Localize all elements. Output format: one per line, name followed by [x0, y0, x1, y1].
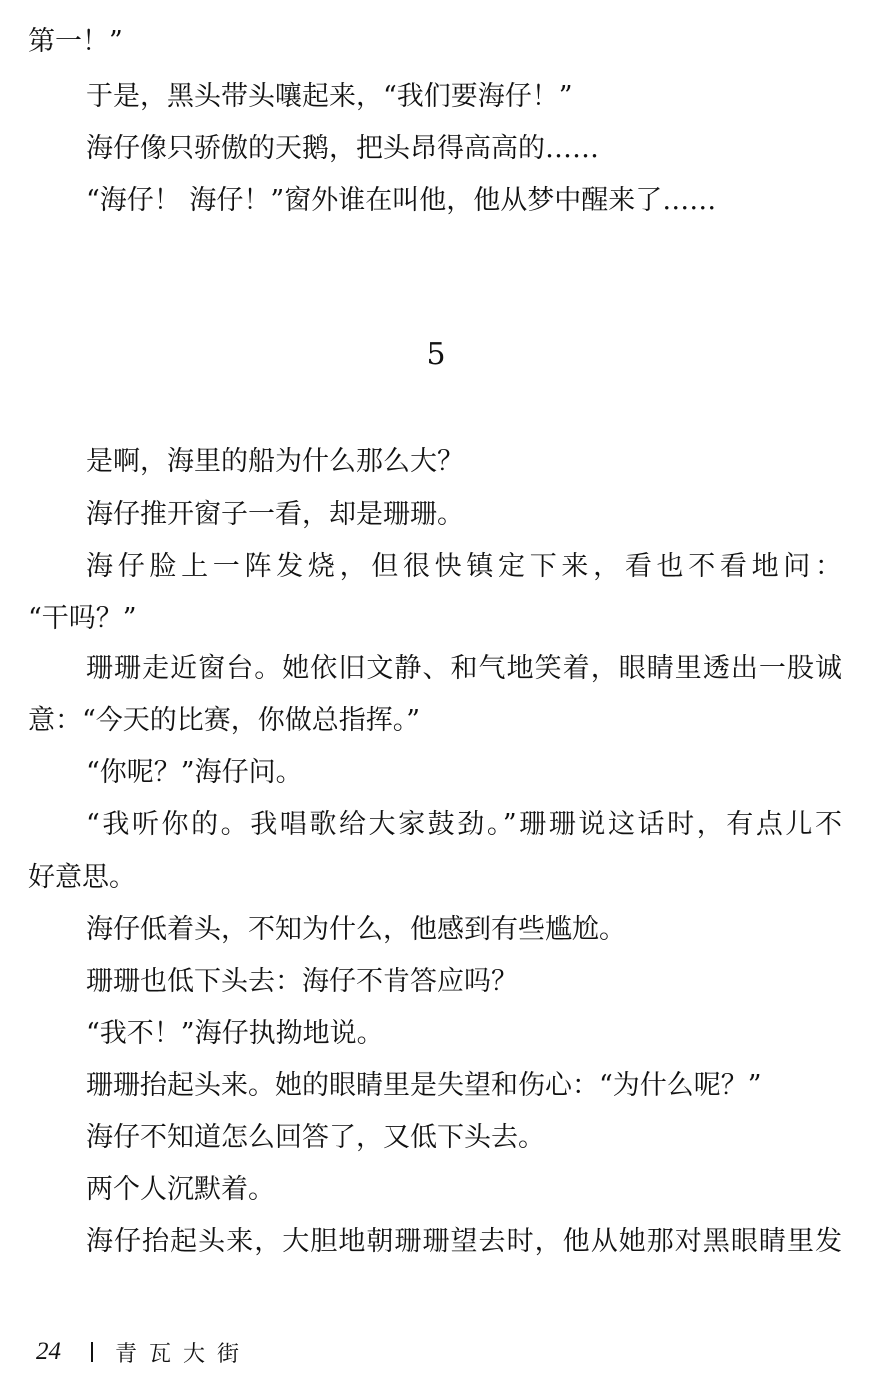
text-line: “你呢？”海仔问。: [86, 757, 303, 788]
text-line: 珊珊走近窗台。她依旧文静、和气地笑着，眼睛里透出一股诚: [86, 653, 842, 684]
text-line: 海仔脸上一阵发烧，但很快镇定下来，看也不看地问：: [86, 551, 842, 582]
text-line: 是啊，海里的船为什么那么大？: [86, 446, 464, 477]
text-line: “干吗？”: [28, 603, 137, 634]
text-line: 珊珊也低下头去：海仔不肯答应吗？: [86, 966, 518, 997]
text-line: 海仔抬起头来，大胆地朝珊珊望去时，他从她那对黑眼睛里发: [86, 1226, 842, 1257]
text-line: 海仔推开窗子一看，却是珊珊。: [86, 499, 464, 530]
text-line: 第一！”: [28, 26, 123, 57]
text-line: 意：“今天的比赛，你做总指挥。”: [28, 705, 421, 736]
page-footer: [36, 1334, 251, 1370]
text-line: 两个人沉默着。: [86, 1174, 275, 1205]
footer-divider: [91, 1342, 93, 1362]
text-line: 珊珊抬起头来。她的眼睛里是失望和伤心：“为什么呢？”: [86, 1070, 762, 1101]
book-title: 青瓦大街: [115, 1341, 252, 1367]
text-line: “我不！”海仔执拗地说。: [86, 1018, 384, 1049]
section-heading: 5: [426, 337, 446, 372]
text-line: 海仔像只骄傲的天鹅，把头昂得高高的……: [86, 133, 599, 164]
page-number: 24: [36, 1338, 61, 1365]
text-line: 海仔低着头，不知为什么，他感到有些尴尬。: [86, 914, 626, 945]
text-line: 海仔不知道怎么回答了，又低下头去。: [86, 1122, 545, 1153]
text-line: “海仔！ 海仔！”窗外谁在叫他，他从梦中醒来了……: [86, 185, 717, 216]
text-line: “我听你的。我唱歌给大家鼓劲。”珊珊说这话时，有点儿不: [86, 809, 842, 840]
text-line: 好意思。: [28, 862, 136, 893]
text-line: 于是，黑头带头嚷起来，“我们要海仔！”: [86, 81, 573, 112]
